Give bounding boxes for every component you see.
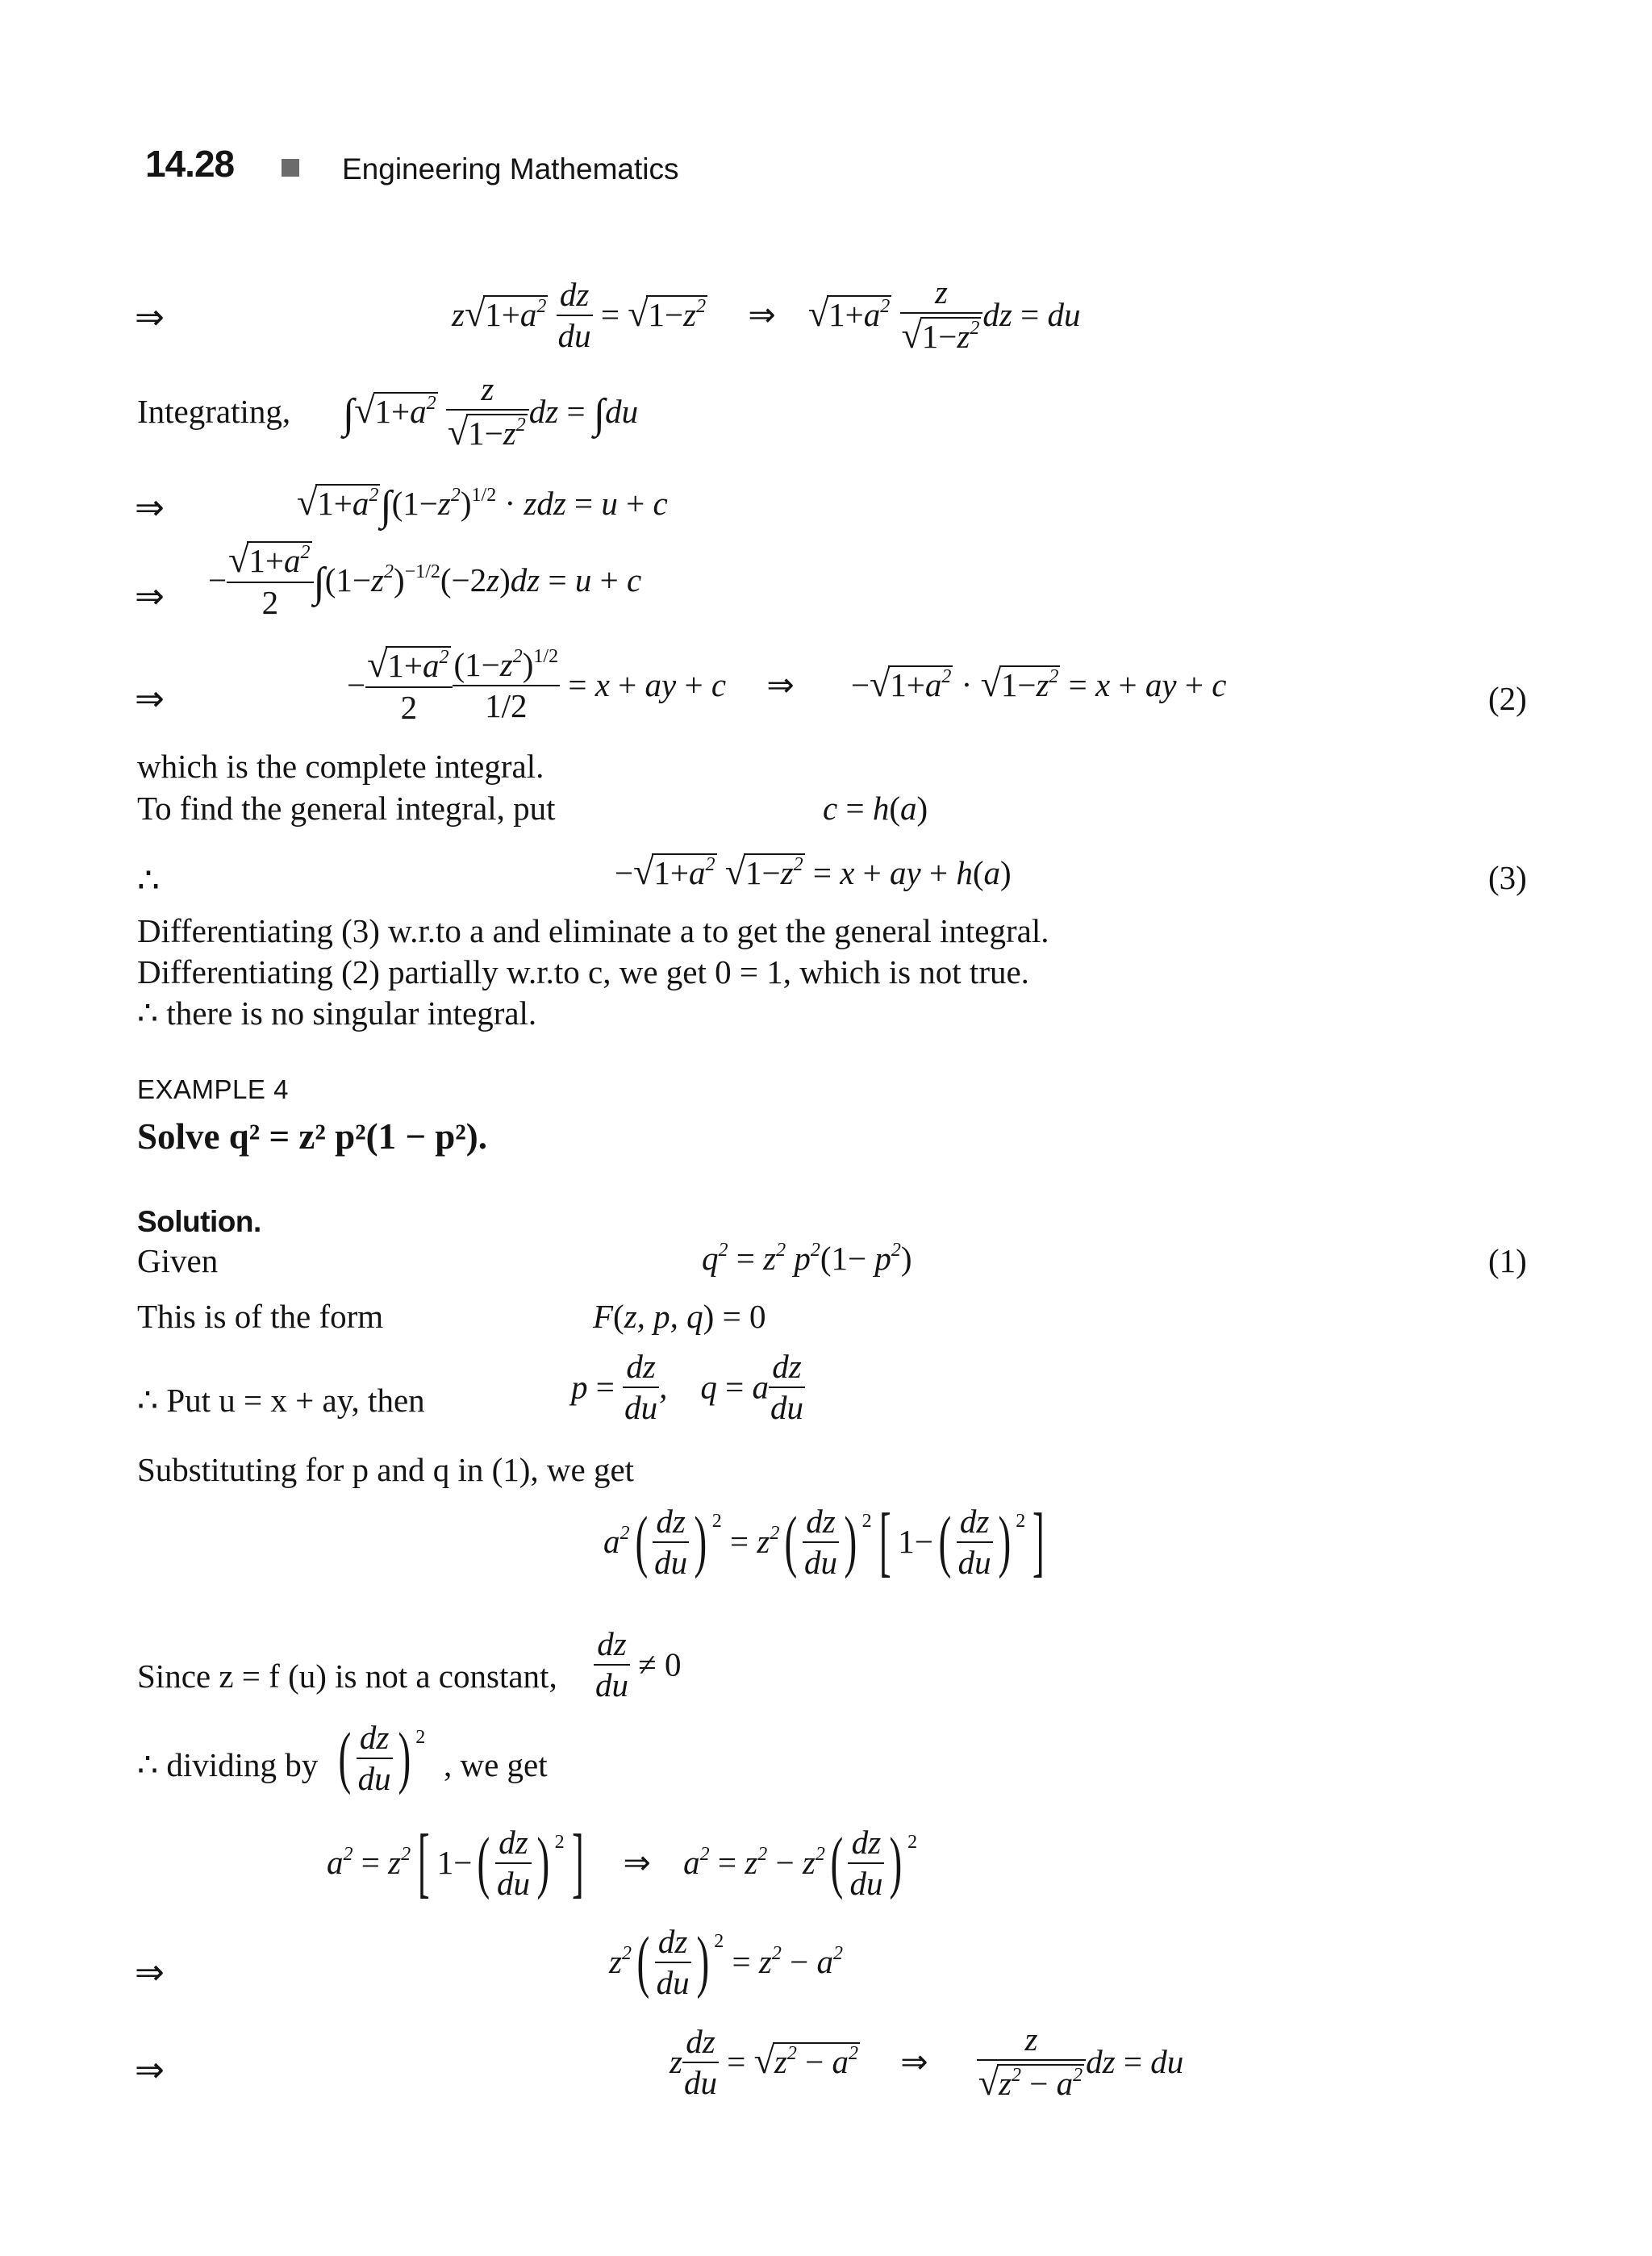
equation-a-squared: $a^2 = z^2$[ 1−( $\frac{dz}{du}$ ) $^2$] ⇒ $a^2 = z^2 - z^2$( $\frac{dz}{du}$ ) $^2$: [327, 1819, 918, 1906]
equation-z-squared: $z^2$( $\frac{dz}{du}$ ) $^2 = z^2 - a^2$: [609, 1922, 843, 2001]
implies-symbol: ⇒: [135, 577, 165, 616]
equation-substituted: $a^2$( $\frac{dz}{du}$ ) $^2 = z^2$( $\frac{dz}{du}$ ) $^2$[ 1−( $\frac{dz}{du}$ ) $^2$]: [603, 1498, 1045, 1585]
substituting-text: Substituting for p and q in (1), we get: [137, 1451, 635, 1488]
equation-c-eq-h: c = h(a): [823, 790, 928, 827]
equation-line-3-general: $-√1+a^2$ $√1-z^2 = x$ + ay + h(a): [615, 851, 1012, 892]
equation-number-2: (2): [1488, 680, 1527, 717]
integrating-label: Integrating,: [137, 393, 291, 430]
implies-symbol: ⇒: [135, 2050, 165, 2090]
put-u-text: ∴ Put u = x + ay, then: [137, 1382, 425, 1419]
example-title: Solve q² = z² p²(1 − p²).: [137, 1116, 488, 1157]
equation-final: z $\frac{dz}{du}$ = $√z^2 - a^2$ ⇒ $\frac{z}{√z^2 - a^2}$ dz = du: [670, 2020, 1184, 2103]
implies-symbol: ⇒: [135, 298, 165, 337]
differentiating-3-text: Differentiating (3) w.r.to a and eliminate a to get the general integral.: [137, 912, 1049, 949]
since-text: Since z = f (u) is not a constant,: [137, 1658, 557, 1695]
complete-integral-text: which is the complete integral.: [137, 748, 544, 785]
equation-line-4: − $\frac{√1+a^2}{2}$ $\int(1-z^2)^{-1/2}(-2z)dz = u + c$: [208, 539, 642, 621]
example-label: EXAMPLE 4: [137, 1074, 289, 1104]
page-number: 14.28: [145, 143, 235, 185]
we-get-text: , we get: [444, 1746, 548, 1783]
dividing-text: ∴ dividing by: [137, 1746, 319, 1783]
equation-line-5: − $\frac{√1+a^2}{2}$ $\frac{(1-z^2)^{1/2}}{1/2}$ = x + ay + c ⇒ $-√1+a^2 \cdot √1-z^2 = x$ + ay + c: [347, 644, 1227, 726]
equation-neq-zero: $\frac{dz}{du}$ ≠ 0: [595, 1625, 682, 1703]
equation-dzdu-squared: ( $\frac{dz}{du}$ ) $^2$: [338, 1718, 426, 1797]
solution-label: Solution.: [137, 1205, 261, 1238]
implies-symbol: ⇒: [135, 488, 165, 528]
equation-number-1: (1): [1488, 1242, 1527, 1279]
implies-symbol: ⇒: [135, 1953, 165, 1992]
no-singular-text: ∴ there is no singular integral.: [137, 995, 537, 1032]
given-label: Given: [137, 1242, 219, 1279]
therefore-symbol: ∴: [137, 861, 160, 900]
equation-form: F(z, p, q) = 0: [593, 1298, 766, 1335]
equation-line-1: $z√1+a^2$ $\frac{dz}{du}$ = $√1-z^2$ ⇒ $√1+a^2$ $\frac{z}{√1-z^2}$ dz = du: [452, 273, 1081, 356]
general-integral-text: To find the general integral, put: [137, 790, 556, 827]
equation-line-3: $√1+a^2\int(1-z^2)^{1/2}$ · zdz = u + c: [297, 482, 668, 529]
differentiating-2-text: Differentiating (2) partially w.r.to c, we get 0 = 1, which is not true.: [137, 953, 1029, 990]
form-label: This is of the form: [137, 1298, 384, 1335]
header-square-icon: [282, 159, 299, 177]
equation-integrating: $\int√1+a^2$ $\frac{z}{√1-z^2}$ dz = ∫du: [343, 370, 639, 452]
equation-given: $q^2 = z^2$ $p^2(1- p^2)$: [702, 1240, 912, 1277]
implies-symbol: ⇒: [135, 679, 165, 719]
equation-p-q: p = $\frac{dz}{du}$ , q = a $\frac{dz}{du}$: [571, 1348, 803, 1426]
book-title: Engineering Mathematics: [342, 152, 679, 186]
equation-number-3: (3): [1488, 859, 1527, 896]
